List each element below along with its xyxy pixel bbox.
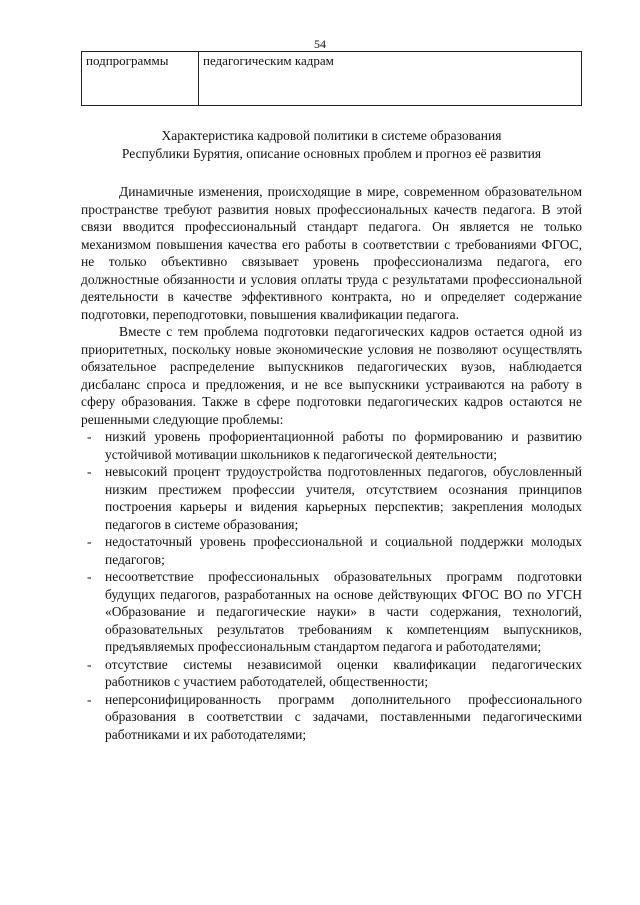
- bullet-marker: -: [87, 464, 92, 479]
- table-cell-value: педагогическим кадрам: [199, 52, 582, 106]
- table-cell-label: подпрограммы: [82, 52, 199, 106]
- bullet-marker: -: [87, 534, 92, 549]
- list-item: [81, 568, 582, 656]
- list-item-text: низкий уровень профориентационной работы по формированию и развитию устойчивой мотивации школьников к педагогической деятельности;: [105, 429, 582, 462]
- list-item: [81, 463, 582, 533]
- bullet-marker: -: [87, 691, 92, 707]
- page-number: 54: [314, 37, 326, 51]
- list-item-text: отсутствие системы независимой оценки квалификации педагогических работников с участием работодателей, общественности;: [105, 656, 582, 689]
- bullet-marker: -: [87, 656, 92, 672]
- bullet-marker: -: [87, 429, 92, 444]
- continuation-table: [81, 51, 582, 106]
- list-item-text: неперсонифицированность программ дополнительного профессионального образования в соответствии с задачами, поставленными педагогическими работниками и их работодателями;: [105, 691, 582, 742]
- section-title-line-1: Характеристика кадровой политики в системе образования: [161, 128, 502, 143]
- list-item: [81, 533, 582, 568]
- document-body: [81, 183, 582, 743]
- list-item: [81, 691, 582, 744]
- list-item: [81, 428, 582, 463]
- section-title-line-2: Республики Бурятия, описание основных проблем и прогноз её развития: [121, 146, 542, 161]
- list-item: [81, 656, 582, 691]
- list-item-text: несоответствие профессиональных образовательных программ подготовки будущих педагогов, разработанных на основе действующих ФГОС ВО по УГСН «Образование и педагогические науки» в части содержания, технологий, образовательных результатов требованиям к компетенциям выпускников, предъявляемых профессиональным стандартом педагога и работодателями;: [105, 569, 582, 654]
- problems-list: [81, 428, 582, 743]
- section-title: [81, 127, 582, 163]
- paragraph: Вместе с тем проблема подготовки педагогических кадров остается одной из приоритетных, поскольку новые экономические условия не позволяют осуществлять обязательное распределение выпускников педагогических вузов, наблюдается дисбаланс спроса и предложения, и не все выпускники устраиваются на работу в сферу образования. Также в сфере подготовки педагогических кадров остаются не решенными следующие проблемы:: [81, 324, 582, 427]
- bullet-marker: -: [87, 569, 92, 584]
- paragraph: Динамичные изменения, происходящие в мире, современном образовательном пространстве требуют развития новых профессиональных качеств педагога. В этой связи вводится профессиональный стандарт педагога. Он является не только механизмом повышения качества его работы в соответствии с требованиями ФГОС, не только объективно связывает уровень профессионализма педагога, его должностные обязанности и условия оплаты труда с результатами профессиональной деятельности в качестве эффективного контракта, но и определяет содержание подготовки, переподготовки, повышения квалификации педагога.: [81, 184, 582, 322]
- table-row: [82, 52, 582, 106]
- list-item-text: невысокий процент трудоустройства подготовленных педагогов, обусловленный низким престижем профессии учителя, отсутствием осознания принципов построения карьеры и видения карьерных перспектив; закрепления молодых педагогов в системе образования;: [105, 464, 582, 532]
- list-item-text: недостаточный уровень профессиональной и социальной поддержки молодых педагогов;: [105, 534, 582, 567]
